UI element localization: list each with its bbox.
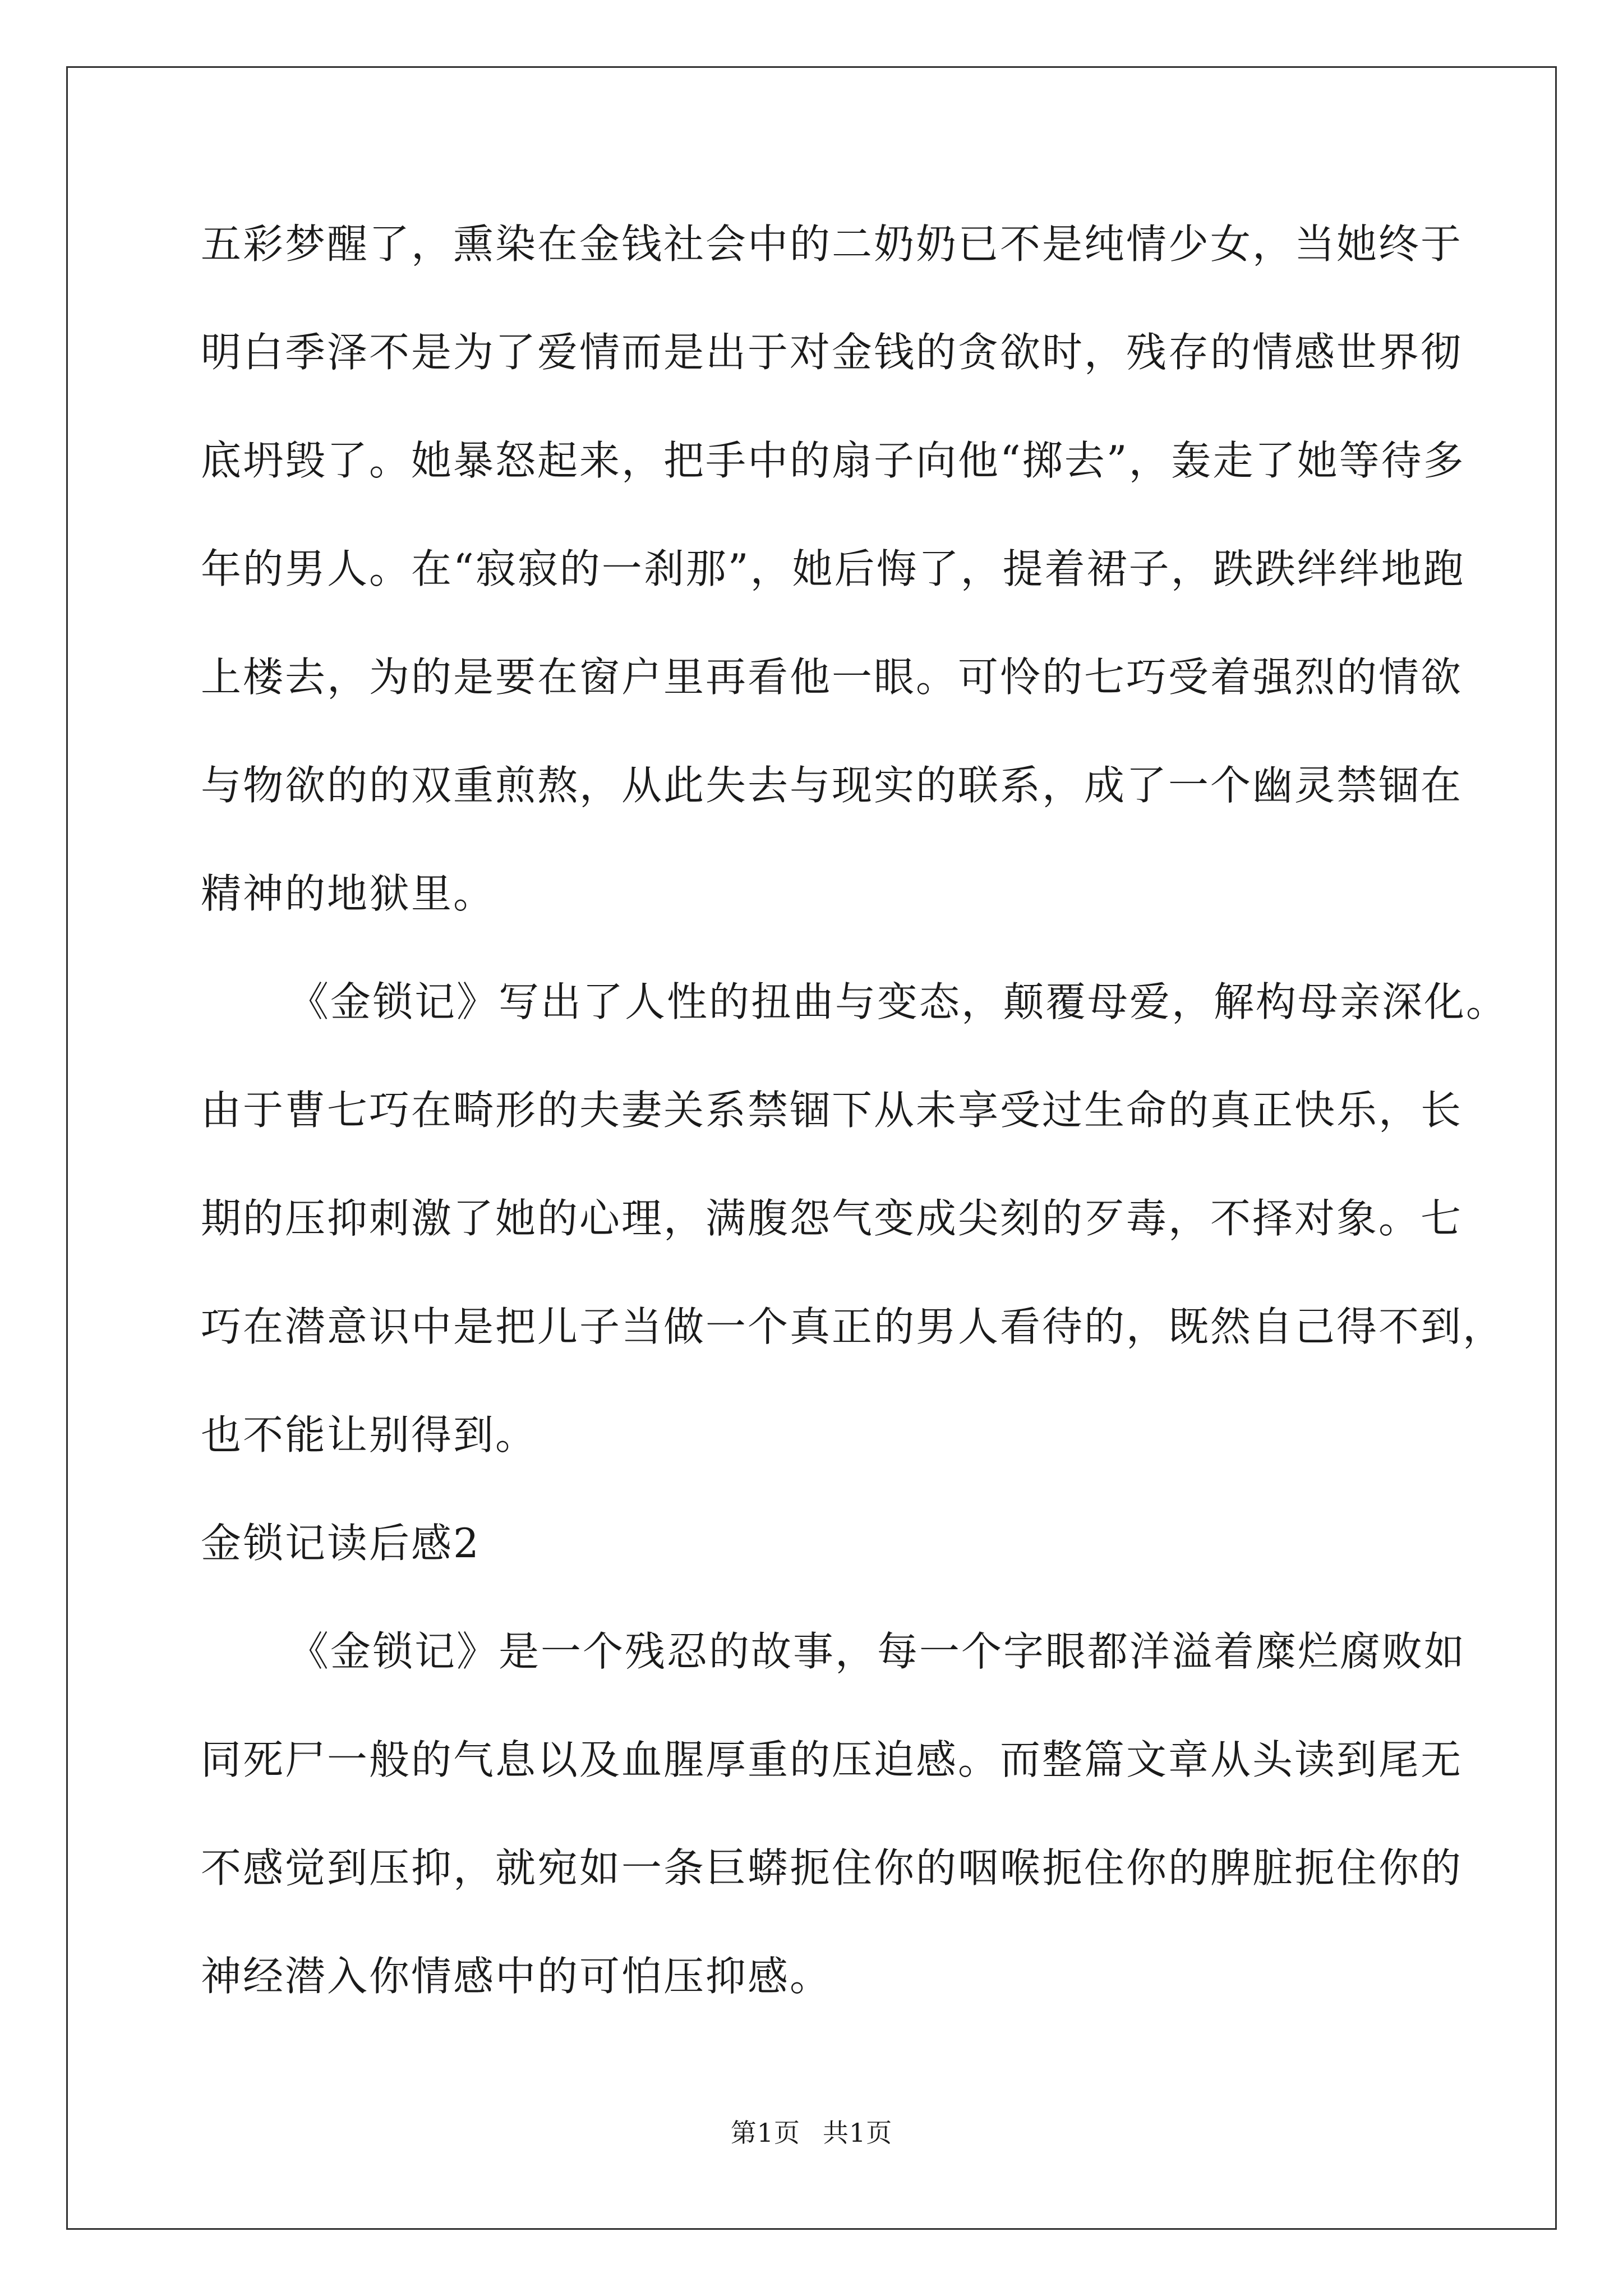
page-number: 第1页 [730, 2118, 800, 2148]
section-heading: 金锁记读后感2 [201, 1520, 481, 1567]
text-line: 明白季泽不是为了爱情而是出于对金钱的贪欲时，残存的情感世界彻 [201, 329, 1463, 376]
text-line: 由于曹七巧在畸形的夫妻关系禁锢下从未享受过生命的真正快乐，长 [201, 1087, 1463, 1134]
paragraph-first-line: 《金锁记》写出了人性的扭曲与变态，颠覆母爱，解构母亲深化。 [288, 978, 1509, 1025]
page-total: 共1页 [823, 2118, 893, 2148]
text-line: 不感觉到压抑，就宛如一条巨蟒扼住你的咽喉扼住你的脾脏扼住你的 [201, 1844, 1463, 1892]
text-line: 上楼去，为的是要在窗户里再看他一眼。可怜的七巧受着强烈的情欲 [201, 654, 1463, 701]
text-line: 期的压抑刺激了她的心理，满腹怨气变成尖刻的歹毒，不择对象。七 [201, 1195, 1463, 1242]
paragraph-first-line: 《金锁记》是一个残忍的故事，每一个字眼都洋溢着糜烂腐败如 [288, 1628, 1467, 1675]
text-line: 底坍毁了。她暴怒起来，把手中的扇子向他“掷去”，轰走了她等待多 [201, 437, 1465, 484]
page-footer [0, 2113, 1623, 2150]
text-line: 五彩梦醒了，熏染在金钱社会中的二奶奶已不是纯情少女，当她终于 [201, 220, 1463, 268]
text-line: 也不能让别得到。 [201, 1411, 538, 1458]
document-body [201, 216, 1509, 2056]
text-line: 同死尸一般的气息以及血腥厚重的压迫感。而整篇文章从头读到尾无 [201, 1736, 1463, 1783]
text-line: 年的男人。在“寂寂的一刹那”，她后悔了，提着裙子，跌跌绊绊地跑 [201, 545, 1465, 592]
text-line: 神经潜入你情感中的可怕压抑感。 [201, 1953, 832, 2000]
text-line: 与物欲的的双重煎熬，从此失去与现实的联系，成了一个幽灵禁锢在 [201, 762, 1463, 809]
text-line: 精神的地狱里。 [201, 870, 496, 917]
text-line: 巧在潜意识中是把儿子当做一个真正的男人看待的，既然自己得不到， [201, 1303, 1505, 1350]
